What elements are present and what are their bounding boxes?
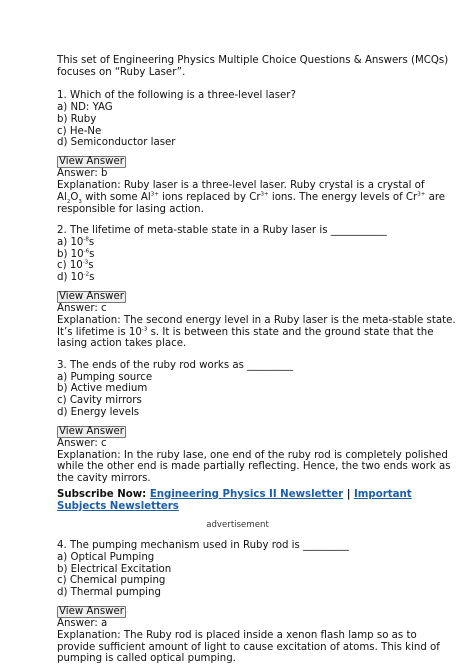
advertisement-label: advertisement [206, 520, 269, 531]
intro-text [57, 55, 449, 78]
question-3 [57, 360, 451, 485]
question-2-answer: Answer: c [57, 303, 107, 315]
question-2-option-b: b) $10^{-6}s$ [57, 248, 95, 260]
question-3-option-a: a) Pumping source [57, 371, 153, 383]
subscribe-prefix: Subscribe Now: [57, 488, 150, 500]
question-2 [57, 225, 456, 350]
question-4-option-d: d) Thermal pumping [57, 587, 161, 599]
question-3-explanation-line-1: Explanation: In the ruby lase, one end of the ruby rod is completely polished [57, 449, 448, 461]
question-1-text: 1. Which of the following is a three-level laser? [57, 90, 296, 102]
question-1-option-a: a) ND: YAG [57, 102, 113, 114]
question-1-option-d: d) Semiconductor laser [57, 137, 176, 149]
question-2-explanation-line-3: lasing action takes place. [57, 338, 187, 350]
view-answer-button-3[interactable]: View Answer [59, 425, 124, 437]
question-4-option-b: b) Electrical Excitation [57, 563, 172, 575]
question-2-option-c: c) $10^{-3}s$ [57, 259, 94, 272]
view-answer-button-2[interactable]: View Answer [59, 290, 124, 302]
subscribe-banner [57, 489, 418, 512]
question-4 [57, 540, 440, 665]
question-1-option-b: b) Ruby [57, 113, 97, 125]
view-answer-button-4[interactable]: View Answer [59, 605, 124, 617]
question-1-explanation-line-3: responsible for lasing action. [57, 203, 204, 215]
question-1-option-c: c) He-Ne [57, 125, 102, 137]
engineering-physics-newsletter-link[interactable]: Engineering Physics II Newsletter [149, 488, 344, 500]
question-3-explanation-line-3: the cavity mirrors. [57, 473, 151, 485]
question-4-option-a: a) Optical Pumping [57, 552, 155, 563]
question-4-explanation-line-3: pumping is called optical pumping. [57, 653, 236, 665]
question-4-explanation-line-1: Explanation: The Ruby rod is placed inside a xenon flash lamp so as to [57, 630, 417, 642]
question-2-explanation-line-2: It’s lifetime is $10^{-3}$ s. It is between this state and the ground state that the [57, 326, 434, 338]
subscribe-separator: | [343, 488, 354, 500]
question-3-option-c: c) Cavity mirrors [57, 395, 142, 407]
question-3-explanation-line-2: while the other end is made partially reflecting. Hence, the two ends work as [57, 461, 451, 473]
important-subjects-link[interactable]: Important [354, 488, 412, 500]
question-4-text: 4. The pumping mechanism used in Ruby rod is _________ [57, 540, 349, 552]
question-1 [57, 90, 446, 215]
question-3-text: 3. The ends of the ruby rod works as _________ [57, 360, 294, 372]
question-3-option-d: d) Energy levels [57, 406, 140, 418]
question-2-text: 2. The lifetime of meta-stable state in a Ruby laser is ___________ [57, 225, 387, 237]
view-answer-button-1[interactable]: View Answer [59, 155, 124, 167]
intro-line-2: focuses on “Ruby Laser”. [57, 66, 186, 78]
question-4-answer: Answer: a [57, 618, 108, 630]
question-4-option-c: c) Chemical pumping [57, 575, 166, 587]
intro-line-1: This set of Engineering Physics Multiple Choice Questions & Answers (MCQs) [57, 55, 449, 66]
subjects-newsletters-link[interactable]: Subjects Newsletters [57, 500, 179, 512]
question-2-option-d: d) $10^{-2}s$ [57, 271, 95, 284]
question-1-answer: Answer: b [57, 168, 108, 180]
question-1-explanation-line-2: $Al_2O_3$ with some $Al^{3+}$ ions replaced by $Cr^{3+}$ ions. The energy levels of $Cr^{3+}$ are [57, 191, 446, 205]
question-3-answer: Answer: c [57, 438, 107, 450]
question-4-explanation-line-2: provide sufficient amount of light to cause excitation of atoms. This kind of [57, 641, 440, 653]
question-3-option-b: b) Active medium [57, 383, 148, 395]
question-2-option-a: a) $10^{-8}s$ [57, 236, 95, 248]
question-1-explanation-line-1: Explanation: Ruby laser is a three-level laser. Ruby crystal is a crystal of [57, 180, 425, 192]
question-2-explanation-line-1: Explanation: The second energy level in a Ruby laser is the meta-stable state. [57, 314, 456, 326]
